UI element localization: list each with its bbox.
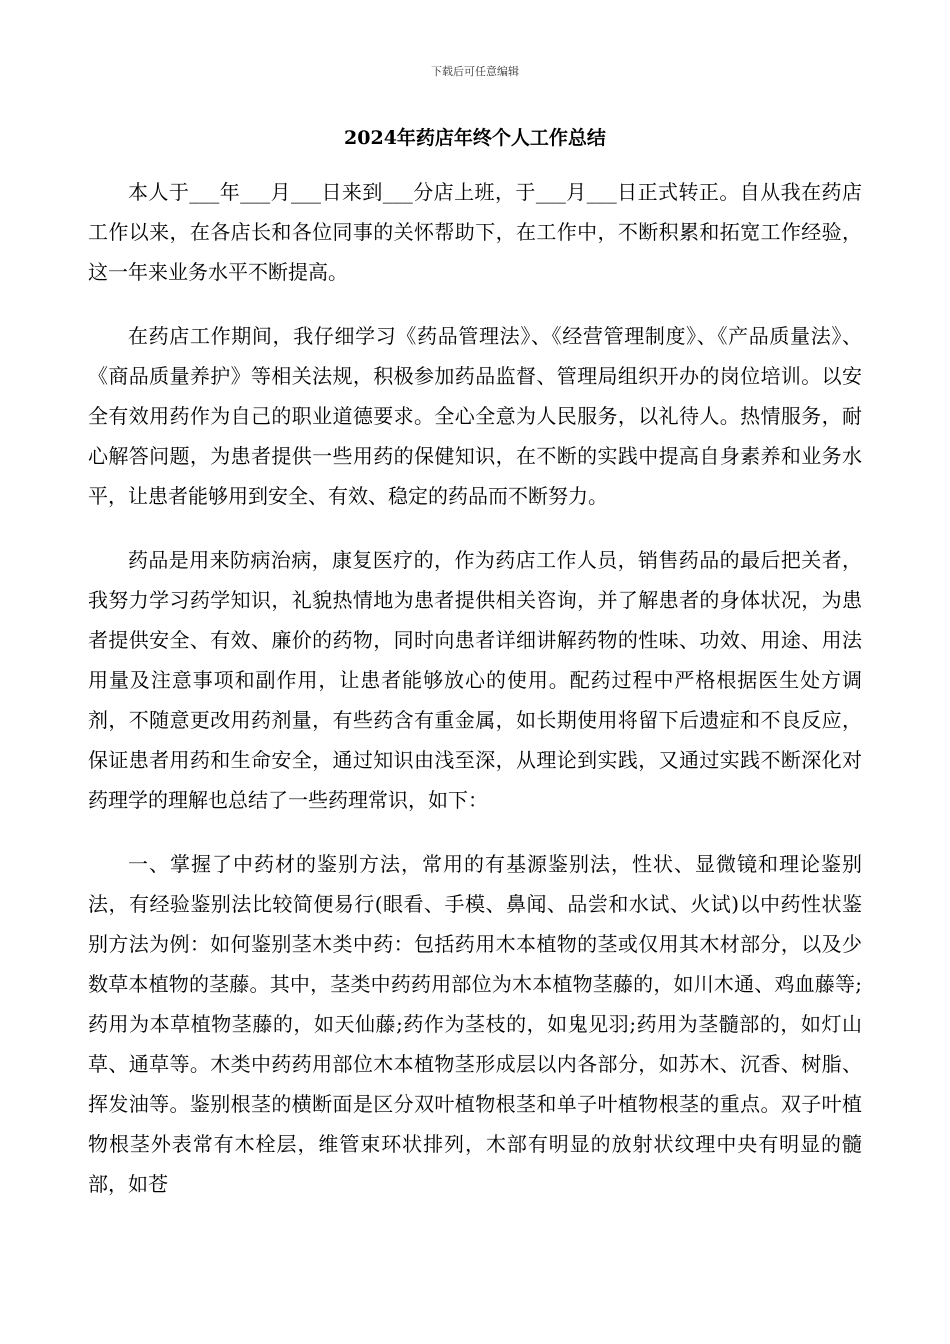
page-header-note: 下载后可任意编辑 [431,65,519,78]
document-title: 2024年药店年终个人工作总结 [344,127,606,149]
paragraph-3: 药品是用来防病治病，康复医疗的，作为药店工作人员，销售药品的最后把关者，我努力学习药学知识，礼貌热情地为患者提供相关咨询，并了解患者的身体状况，为患者提供安全、有效、廉价的药物，同时向患者详细讲解药物的性味、功效、用途、用法用量及注意事项和副作用，让患者能够放心的使用。配药过程中严格根据医生处方调剂，不随意更改用药剂量，有些药含有重金属，如长期使用将留下后遗症和不良反应，保证患者用药和生命安全，通过知识由浅至深，从理论到实践，又通过实践不断深化对药理学的理解也总结了一些药理常识，如下： [88,548,862,812]
paragraph-2: 在药店工作期间，我仔细学习《药品管理法》、《经营管理制度》、《产品质量法》、《商品质量养护》等相关法规，积极参加药品监督、管理局组织开办的岗位培训。以安全有效用药作为自己的职业道德要求。全心全意为人民服务，以礼待人。热情服务，耐心解答问题，为患者提供一些用药的保健知识，在不断的实践中提高自身素养和业务水平，让患者能够用到安全、有效、稳定的药品而不断努力。 [88,324,862,508]
paragraph-4: 一、掌握了中药材的鉴别方法，常用的有基源鉴别法，性状、显微镜和理论鉴别法，有经验鉴别法比较简便易行(眼看、手模、鼻闻、品尝和水试、火试)以中药性状鉴别方法为例：如何鉴别茎木类中药：包括药用木本植物的茎或仅用其木材部分，以及少数草本植物的茎藤。其中，茎类中药药用部位为木本植物茎藤的，如川木通、鸡血藤等;药用为本草植物茎藤的，如天仙藤;药作为茎枝的，如鬼见羽;药用为茎髓部的，如灯山草、通草等。木类中药药用部位木本植物茎形成层以内各部分，如苏木、沉香、树脂、挥发油等。鉴别根茎的横断面是区分双叶植物根茎和单子叶植物根茎的重点。双子叶植物根茎外表常有木栓层，维管束环状排列，木部有明显的放射状纹理中央有明显的髓部，如苍 [88,852,862,1196]
document-body [88,172,862,1204]
paragraph-1: 本人于___年___月___日来到___分店上班，于___月___日正式转正。自从我在药店工作以来，在各店长和各位同事的关怀帮助下，在工作中，不断积累和拓宽工作经验，这一年来业务水平不断提高。 [88,180,862,284]
